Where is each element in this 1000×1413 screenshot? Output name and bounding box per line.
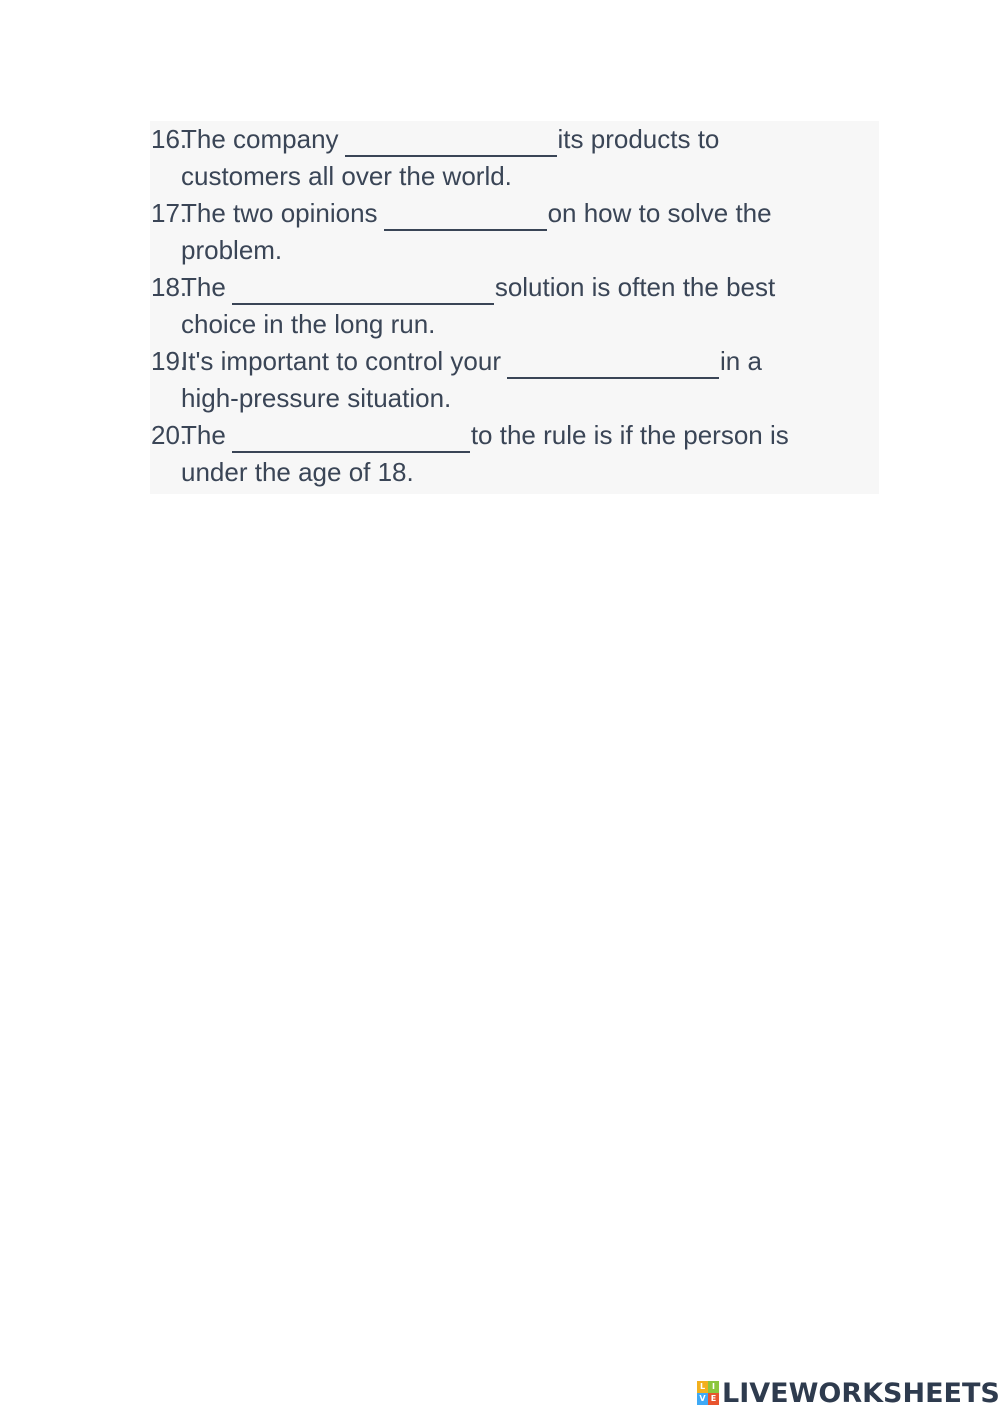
logo-icon-tile: E [708,1393,719,1405]
item-number: 20. [151,420,188,450]
answer-input-18[interactable] [232,281,494,305]
item-line [150,121,879,158]
item-text-before: The [181,272,226,302]
item-line [150,195,879,232]
item-continuation: high-pressure situation. [181,383,452,413]
item-text-before: The [181,420,226,450]
exercise-item-20 [150,417,879,491]
item-text-before: The two opinions [181,198,378,228]
item-continuation: choice in the long run. [181,309,436,339]
item-number: 19. [151,346,188,376]
item-text-after: its products to [557,124,720,154]
exercise-item-18 [150,269,879,343]
item-text-after: to the rule is if the person is [470,420,789,450]
item-text-after: in a [720,346,762,376]
item-number: 17. [151,198,188,228]
logo-text: LIVEWORKSHEETS [722,1377,1000,1409]
exercise-item-17 [150,195,879,269]
item-number: 18. [151,272,188,302]
liveworksheets-logo [697,1378,1000,1408]
item-line [150,269,879,306]
exercise-item-16 [150,121,879,195]
item-continuation: under the age of 18. [181,457,414,487]
exercise-item-19 [150,343,879,417]
item-text-after: on how to solve the [547,198,772,228]
exercise-block [150,121,879,494]
answer-input-17[interactable] [384,207,547,231]
item-line [150,343,879,380]
item-text-after: solution is often the best [494,272,776,302]
answer-input-16[interactable] [345,133,557,157]
logo-icon-tile: V [697,1393,708,1405]
item-continuation: customers all over the world. [181,161,512,191]
item-text-before: It's important to control your [181,346,501,376]
logo-icon-tile: L [697,1381,708,1393]
item-continuation: problem. [181,235,283,265]
item-text-before: The company [181,124,339,154]
logo-icon-tile: I [708,1381,719,1393]
answer-input-20[interactable] [232,429,470,453]
item-number: 16. [151,124,188,154]
item-line [150,417,879,454]
liveworksheets-logo-icon [697,1381,719,1405]
answer-input-19[interactable] [507,355,719,379]
